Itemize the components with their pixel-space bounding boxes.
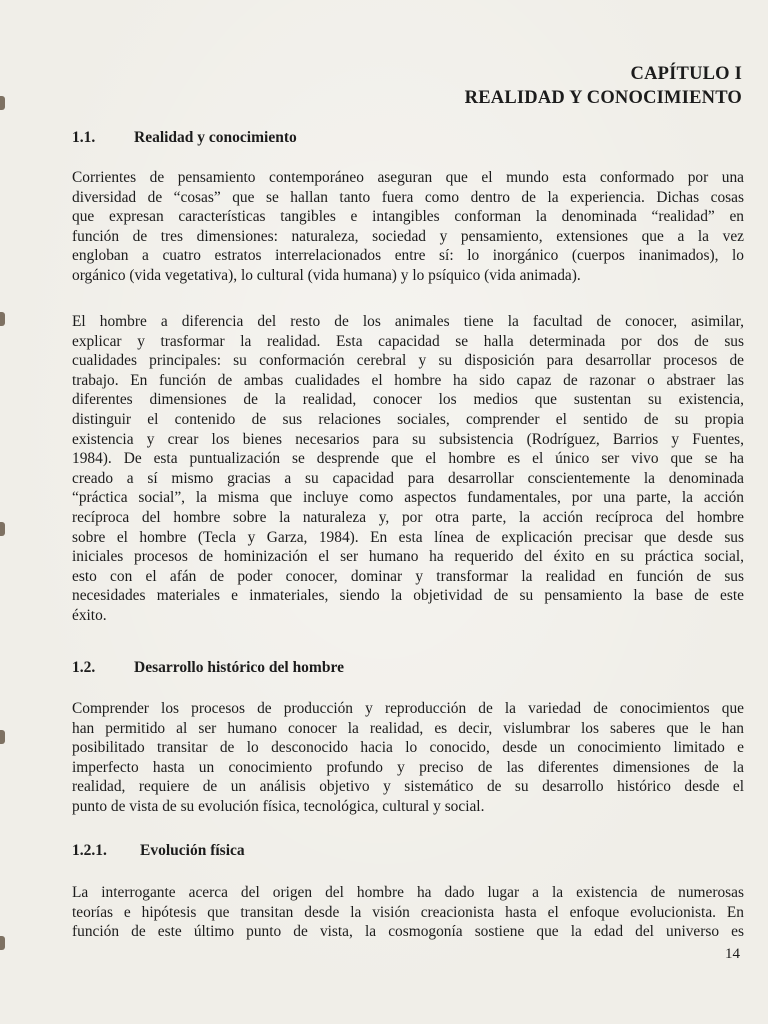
paragraph [72,168,744,286]
binding-mark [0,522,5,536]
text-line: que expresan características tangibles e intangibles conforman la denominada “realidad” en [72,208,744,226]
section-number: 1.2.1. [72,842,107,859]
text-line: realidad, requiere de un análisis objetivo y sistemático de su desarrollo histórico desde el [72,778,744,796]
text-line: El hombre a diferencia del resto de los animales tiene la facultad de conocer, asimilar, [72,313,744,330]
text-line: 1984). De esta puntualización se desprende que el hombre es el único ser vivo que se ha [72,450,744,468]
text-line: éxito. [72,606,107,624]
section-title: Evolución física [140,842,245,859]
chapter-heading [465,62,742,110]
text-line: explicar y trasformar la realidad. Esta capacidad se halla determinada por dos de sus [72,332,744,350]
subsection-heading [72,842,245,860]
text-line: cualidades principales: su conformación cerebral y su disposición para desarrollar procesos de [72,352,744,370]
text-line: orgánico (vida vegetativa), lo cultural (vida humana) y lo psíquico (vida animada). [72,266,581,284]
text-line: esto con el afán de poder conocer, dominar y transformar la realidad en función de sus [72,567,744,585]
paragraph [72,312,744,626]
page-number: 14 [725,946,740,962]
section-title: Realidad y conocimiento [134,129,297,146]
chapter-title: REALIDAD Y CONOCIMIENTO [464,88,742,108]
text-line: diversidad de “cosas” que se hallan tanto fuera como dentro de la experiencia. Dichas cosas [72,188,744,206]
binding-mark [0,730,5,744]
section-heading [72,659,344,677]
text-line: punto de vista de su evolución física, tecnológica, cultural y social. [72,797,485,815]
binding-mark [0,96,5,110]
text-line: sobre el hombre (Tecla y Garza, 1984). En esta línea de explicación precisar que desde sus [72,528,744,546]
text-line: existencia y crear los bienes necesarios para su subsistencia (Rodríguez, Barrios y Fuentes, [72,430,744,448]
text-line: función de tres dimensiones: naturaleza, sociedad y pensamiento, extensiones que a la vez [72,227,744,245]
text-line: trabajo. En función de ambas cualidades el hombre ha sido capaz de razonar o abstraer las [72,371,744,389]
text-line: “práctica social”, la misma que incluye como aspectos fundamentales, por una parte, la acción [72,489,744,507]
section-number: 1.2. [72,659,96,676]
text-line: imperfecto hasta un conocimiento profundo y preciso de las diferentes dimensiones de la [72,758,744,776]
text-line: engloban a cuatro estratos interrelacionados entre sí: lo inorgánico (cuerpos inanimados), lo [72,247,744,265]
text-line: Corrientes de pensamiento contemporáneo aseguran que el mundo esta conformado por una [72,169,744,186]
section-number: 1.1. [72,129,96,146]
text-line: iniciales procesos de hominización el ser humano ha requerido del éxito en su práctica social, [72,548,744,566]
text-line: distinguir el contenido de sus relaciones sociales, comprender el sentido de su propia [72,410,744,428]
text-line: posibilitado transitar de lo desconocido hacia lo conocido, desde un conocimiento limitado e [72,739,744,757]
text-line: diferentes dimensiones de la realidad, conocer los medios que sustentan su existencia, [72,391,744,409]
text-line: recíproca del hombre sobre la naturaleza y, por otra parte, la acción recíproca del hombre [72,508,744,526]
text-line: creado a sí mismo gracias a su capacidad para desarrollar conscientemente la denominada [72,469,744,487]
paragraph [72,699,744,817]
text-line: teorías e hipótesis que transitan desde la visión creacionista hasta el enfoque evolucionista. En [72,903,744,921]
text-line: función de este último punto de vista, la cosmogonía sostiene que la edad del universo es [72,923,744,941]
section-title: Desarrollo histórico del hombre [134,659,344,676]
paragraph [72,883,744,942]
text-line: necesidades materiales e inmateriales, siendo la objetividad de su pensamiento la base de este [72,587,744,605]
text-line: La interrogante acerca del origen del hombre ha dado lugar a la existencia de numerosas [72,884,744,901]
text-line: Comprender los procesos de producción y reproducción de la variedad de conocimientos que [72,700,744,717]
binding-mark [0,312,5,326]
text-line: han permitido al ser humano conocer la realidad, es decir, vislumbrar los saberes que le han [72,719,744,737]
section-heading [72,129,297,147]
binding-mark [0,936,5,950]
chapter-label: CAPÍTULO I [630,64,742,84]
